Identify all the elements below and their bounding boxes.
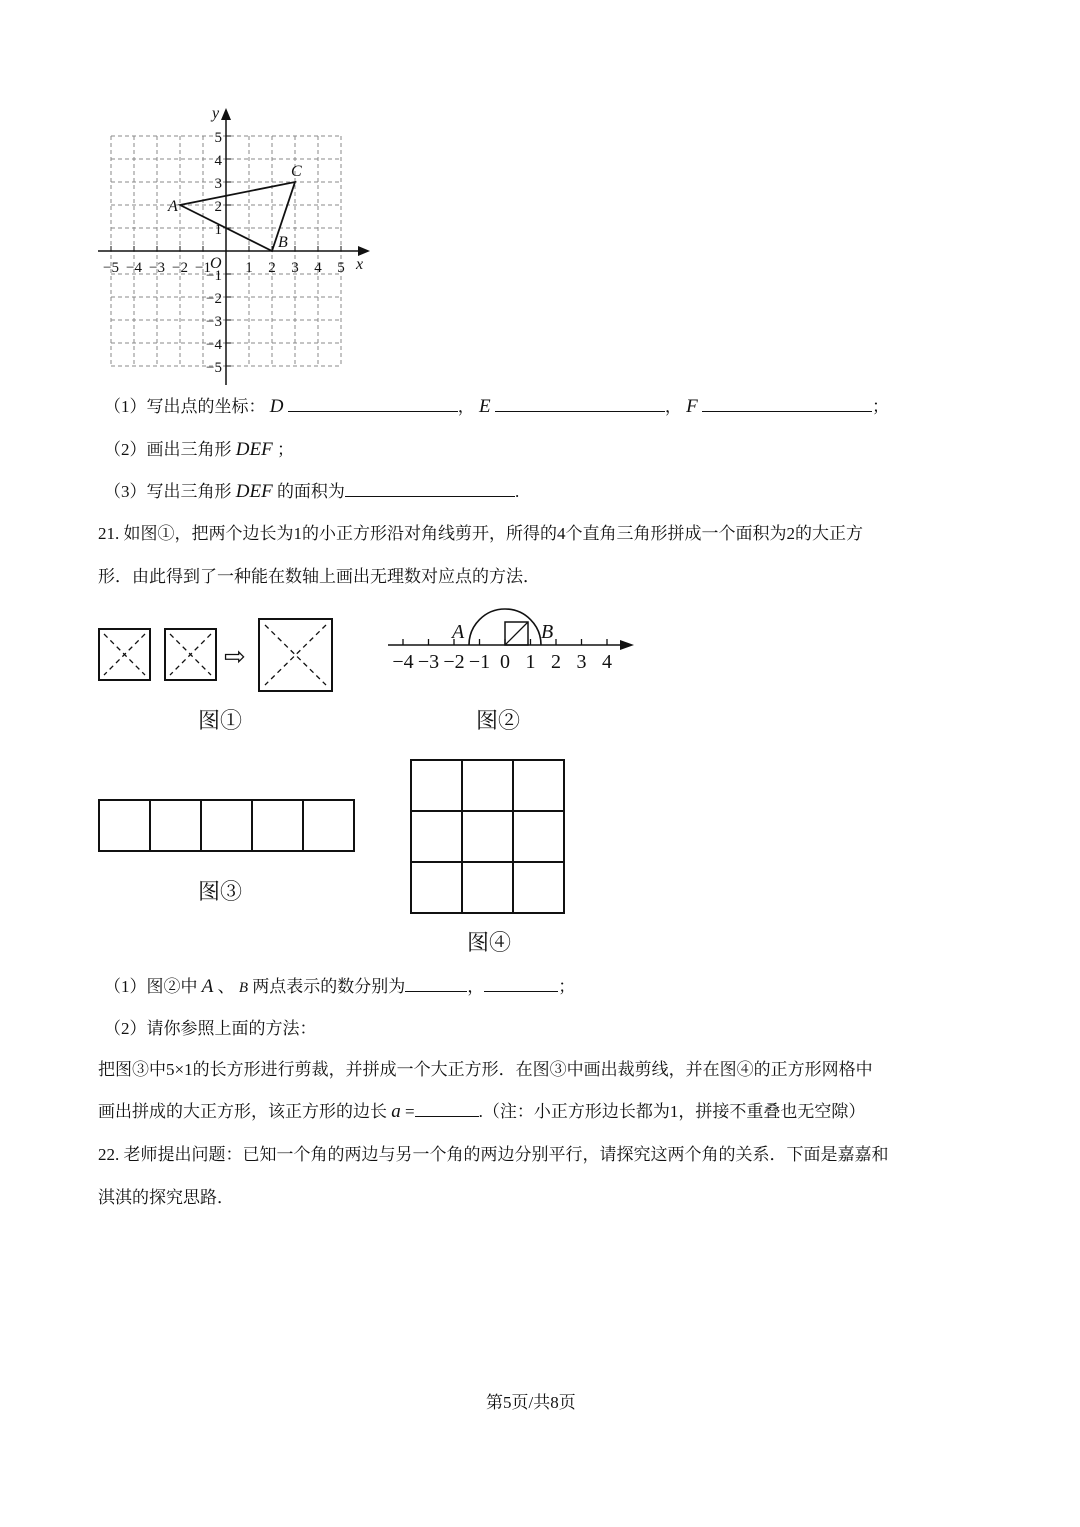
q21-intro-line2: 形．由此得到了一种能在数轴上画出无理数对应点的方法． [98,567,540,586]
x-axis-label: x [356,256,364,273]
q20-part3: （3）写出三角形 DEF 的面积为 . [104,481,520,502]
x-tick-label: 4 [314,260,322,276]
y-tick-label: −1 [206,268,222,284]
y-tick-label: 2 [214,199,222,215]
q21-part2-line2: 画出拼成的大正方形，该正方形的边长 a = .（注：小正方形边长都为1，拼接不重叠也无空隙） [98,1101,866,1122]
figure-3-caption: 图③ [198,880,243,905]
figure-4-grid [405,755,570,920]
y-tick-label: 5 [214,130,222,146]
numberline-tick-label: −1 [468,651,491,673]
x-tick-label: 5 [337,260,345,276]
small-square-1 [99,629,150,680]
figure-1-squares [90,610,350,700]
point-b-label: B [541,621,554,643]
figure-2-numberline [380,605,640,680]
numberline-tick-label: −3 [417,651,440,673]
numberline-tick-label: 4 [602,651,612,673]
x-tick-label: −5 [103,260,119,276]
y-tick-label: 3 [214,176,222,192]
large-square [259,619,332,691]
y-tick-label: −4 [206,337,222,353]
x-tick-label: −2 [172,260,188,276]
answer-blank-d[interactable] [288,395,458,412]
numberline-tick-label: 2 [551,651,561,673]
q20-part1: （1）写出点的坐标： D ， E ， F ； [104,396,889,417]
y-tick-label: −5 [206,360,222,376]
answer-blank-side-length[interactable] [415,1100,479,1117]
q21-part2-title: （2）请你参照上面的方法： [104,1019,317,1038]
q21-part1: （1）图②中 A 、 B 两点表示的数分别为 ， ； [104,976,576,997]
q20-part2: （2）画出三角形 DEF ； [104,439,294,460]
answer-blank-f[interactable] [702,395,872,412]
numberline-tick-label: 0 [500,651,510,673]
small-square-2 [165,629,216,680]
q21-part2-line1: 把图③中5×1的长方形进行剪裁，并拼成一个大正方形．在图③中画出裁剪线，并在图④的正方形网格中 [98,1060,873,1079]
point-label-b: B [278,234,288,251]
coordinate-plane-figure [90,100,380,390]
point-label-a: A [168,198,178,215]
x-tick-label: 3 [291,260,299,276]
y-tick-label: 4 [214,153,222,169]
x-tick-label: 2 [268,260,276,276]
q22-line1: 22. 老师提出问题：已知一个角的两边与另一个角的两边分别平行，请探究这两个角的关系．下面是嘉嘉和 [98,1145,889,1164]
origin-label: O [210,255,222,272]
x-tick-label: −4 [126,260,142,276]
figure-3-rectangle [95,795,360,855]
numberline-tick-label: −4 [392,651,414,673]
point-label-c: C [291,163,302,180]
answer-blank-area[interactable] [345,480,515,497]
figure-4-caption: 图④ [467,931,512,956]
figure-2-caption: 图② [476,709,521,734]
figure-1-caption: 图① [198,709,243,734]
arrow-icon: ⇨ [224,642,246,671]
y-tick-label: −3 [206,314,222,330]
answer-blank-e[interactable] [495,395,665,412]
numberline-tick-label: 3 [576,651,587,673]
answer-blank-a-value[interactable] [405,975,467,992]
answer-blank-b-value[interactable] [484,975,558,992]
page-number: 第5页/共8页 [486,1393,576,1412]
q21-intro-line1: 21. 如图①，把两个边长为1的小正方形沿对角线剪开，所得的4个直角三角形拼成一个面积为2的大正方 [98,524,863,543]
x-tick-label: 1 [245,260,253,276]
numberline-tick-label: −2 [443,651,465,673]
x-tick-label: −3 [149,260,165,276]
q22-line2: 淇淇的探究思路． [98,1188,234,1207]
y-axis-label: y [212,105,220,122]
x-tick-label: −1 [195,260,211,276]
x-axis [98,246,370,256]
y-tick-label: −2 [206,291,222,307]
numberline-tick-label: 1 [525,651,536,673]
y-tick-label: 1 [214,222,222,238]
point-a-label: A [452,621,465,643]
